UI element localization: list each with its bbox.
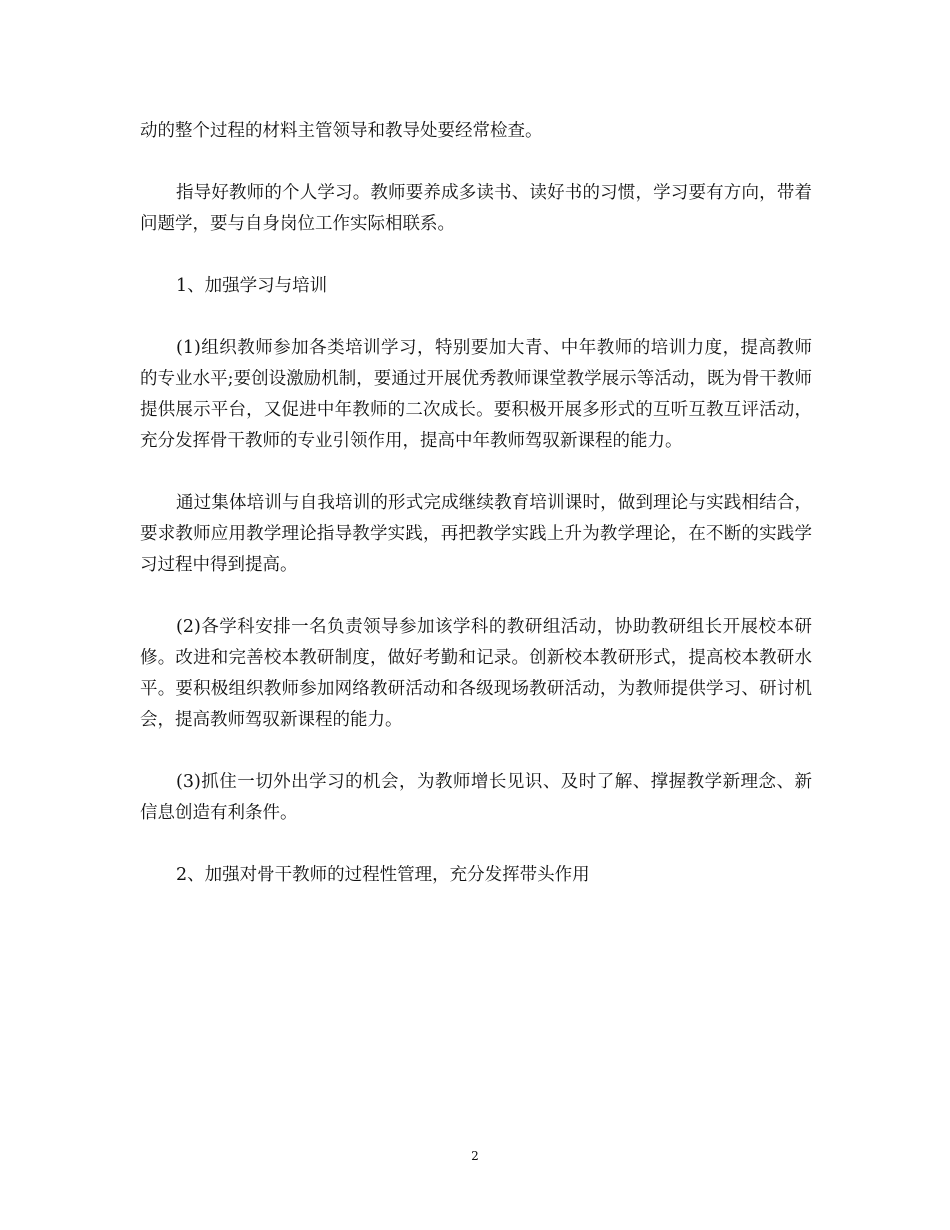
paragraph-continuation: 动的整个过程的材料主管领导和教导处要经常检查。: [140, 121, 543, 141]
paragraph-item-3: (3)抓住一切外出学习的机会，为教师增长见识、及时了解、撑握教学新理念、新信息创造有利条件。: [140, 772, 812, 823]
section-heading-2: 2、加强对骨干教师的过程性管理，充分发挥带头作用: [176, 865, 590, 885]
section-heading-1: 1、加强学习与培训: [176, 276, 328, 296]
page-number: 2: [471, 1149, 479, 1163]
document-body: [140, 116, 812, 891]
paragraph-collective-training: 通过集体培训与自我培训的形式完成继续教育培训课时，做到理论与实践相结合，要求教师应用教学理论指导教学实践，再把教学实践上升为教学理论，在不断的实践学习过程中得到提高。: [140, 493, 812, 575]
paragraph-personal-study: 指导好教师的个人学习。教师要养成多读书、读好书的习惯，学习要有方向，带着问题学，要与自身岗位工作实际相联系。: [140, 183, 812, 234]
paragraph-item-2: (2)各学科安排一名负责领导参加该学科的教研组活动，协助教研组长开展校本研修。改进和完善校本教研制度，做好考勤和记录。创新校本教研形式，提高校本教研水平。要积极组织教师参加网络教研活动和各级现场教研活动，为教师提供学习、研讨机会，提高教师驾驭新课程的能力。: [140, 617, 812, 730]
paragraph-item-1: (1)组织教师参加各类培训学习，特别要加大青、中年教师的培训力度，提高教师的专业水平;要创设激励机制，要通过开展优秀教师课堂教学展示等活动，既为骨干教师提供展示平台，又促进中年教师的二次成长。要积极开展多形式的互听互教互评活动，充分发挥骨干教师的专业引领作用，提高中年教师驾驭新课程的能力。: [140, 338, 812, 451]
